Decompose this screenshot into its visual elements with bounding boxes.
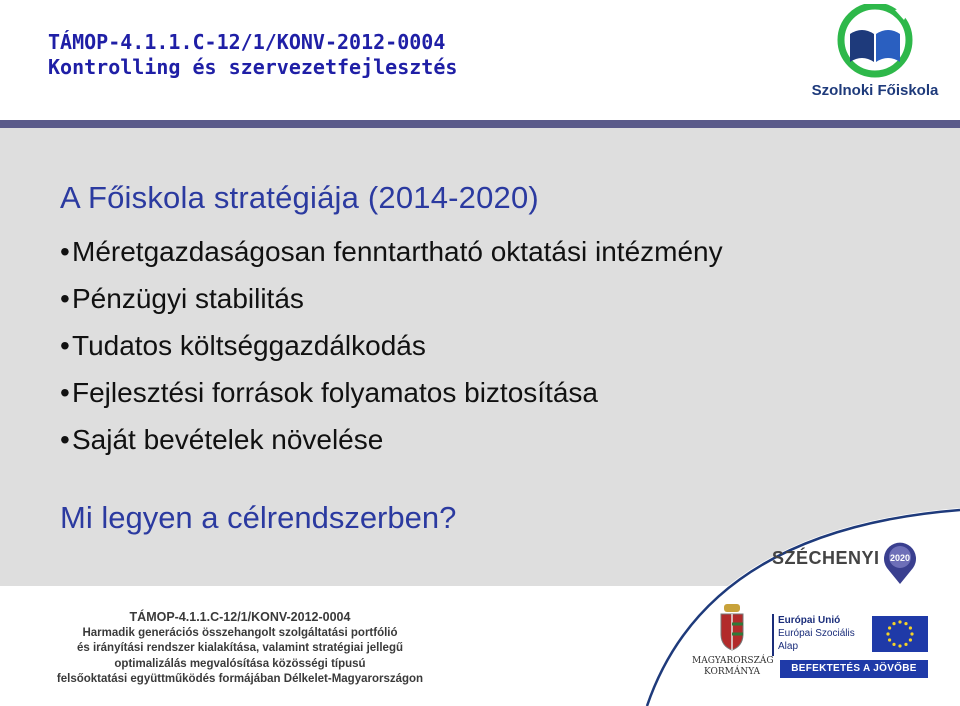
coat-of-arms-icon <box>718 604 746 652</box>
list-item <box>60 322 723 369</box>
college-logo <box>800 4 950 112</box>
eu-divider <box>772 614 774 656</box>
szechenyi-year: 2020 <box>889 553 911 563</box>
bullet-marker: • <box>60 283 70 314</box>
header-divider <box>0 120 960 128</box>
bullet-text: Pénzügyi stabilitás <box>72 283 304 314</box>
project-heading <box>48 30 457 80</box>
bullet-marker: • <box>60 377 70 408</box>
bullet-marker: • <box>60 330 70 361</box>
project-subtitle: Kontrolling és szervezetfejlesztés <box>48 55 458 79</box>
location-pin-icon <box>880 540 920 586</box>
szechenyi-label: SZÉCHENYI <box>772 548 880 568</box>
footer-line: és irányítási rendszer kialakítása, valamint stratégiai jellegű <box>77 642 403 654</box>
footer-code: TÁMOP-4.1.1.C-12/1/KONV-2012-0004 <box>129 610 351 624</box>
list-item <box>60 275 723 322</box>
bullet-list <box>60 228 723 463</box>
gov-line-2: KORMÁNYA <box>704 667 760 677</box>
bullet-text: Saját bevételek növelése <box>72 424 384 455</box>
slide-title: A Főiskola stratégiája (2014-2020) <box>60 180 539 215</box>
bullet-marker: • <box>60 236 70 267</box>
footer-line: Harmadik generációs összehangolt szolgáltatási portfólió <box>82 626 398 639</box>
footer-project-info <box>40 610 440 688</box>
eu-line-2: Európai Szociális <box>778 628 855 639</box>
bullet-text: Méretgazdaságosan fenntartható oktatási intézmény <box>72 236 723 267</box>
footer-line: felsőoktatási együttműködés formájában Délkelet-Magyarországon <box>56 673 424 685</box>
eu-line-1: Európai Unió <box>778 615 841 626</box>
bullet-marker: • <box>60 424 70 455</box>
invest-banner: BEFEKTETÉS A JÖVŐBE <box>780 660 928 678</box>
list-item <box>60 369 723 416</box>
logo-text: Szolnoki Főiskola <box>811 82 939 99</box>
hungary-crest <box>718 604 746 657</box>
footer-line: optimalizálás megvalósítása közösségi típusú <box>114 657 366 670</box>
project-code: TÁMOP-4.1.1.C-12/1/KONV-2012-0004 <box>48 30 446 54</box>
book-globe-icon <box>800 4 950 84</box>
bullet-text: Fejlesztési források folyamatos biztosítása <box>72 377 598 408</box>
eu-stars-icon <box>872 616 928 652</box>
list-item <box>60 416 723 463</box>
bullet-text: Tudatos költséggazdálkodás <box>72 330 426 361</box>
eu-flag-icon <box>872 616 928 652</box>
question-text: Mi legyen a célrendszerben? <box>60 500 457 535</box>
header <box>0 0 960 120</box>
eu-line-3: Alap <box>778 641 799 652</box>
list-item <box>60 228 723 275</box>
szechenyi-2020-badge <box>880 540 920 591</box>
gov-line-1: MAGYARORSZÁG <box>692 656 774 666</box>
government-label <box>692 656 772 678</box>
